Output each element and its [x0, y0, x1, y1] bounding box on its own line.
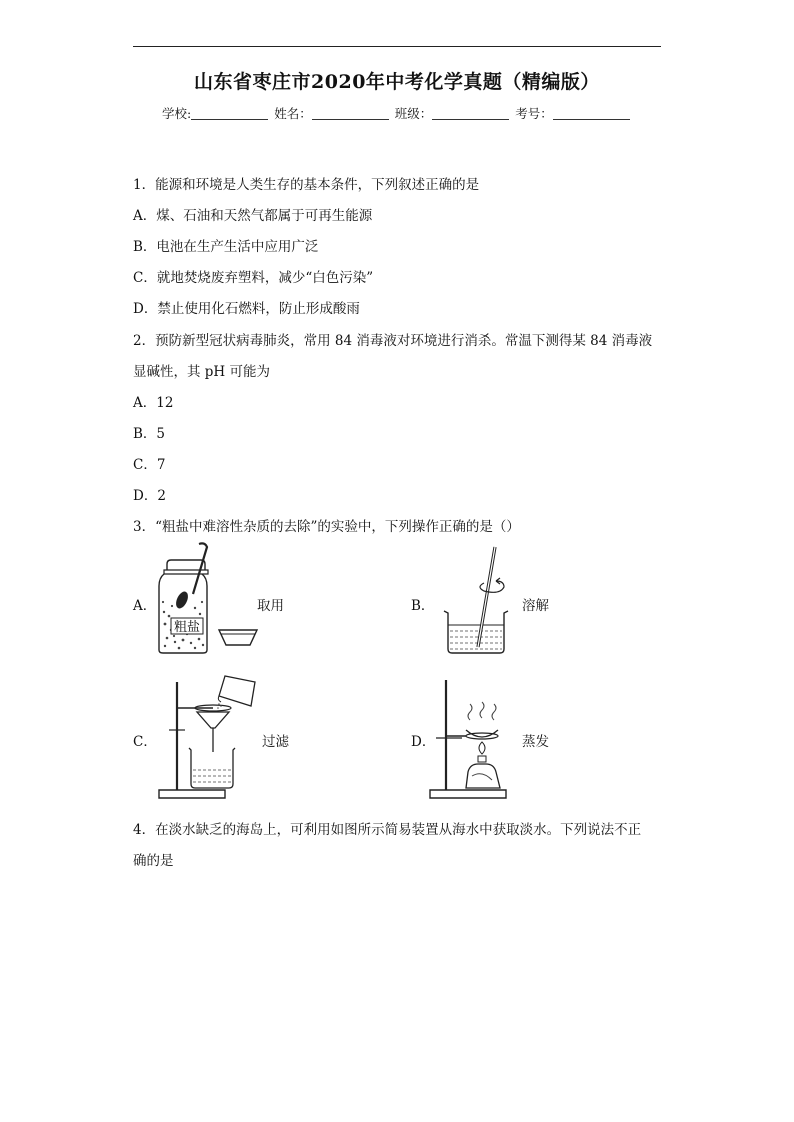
name-field — [274, 104, 391, 122]
question-3-stem: 3．“粗盐中难溶性杂质的去除”的实验中，下列操作正确的是（） — [133, 519, 520, 535]
header-rule — [133, 46, 661, 47]
q3-option-d-caption: 蒸发 — [522, 734, 549, 750]
q2-option-b: B．5 — [133, 426, 166, 442]
filtration-apparatus-figure — [155, 672, 265, 802]
school-label: 学校: — [162, 106, 192, 121]
name-label: 姓名： — [274, 106, 312, 121]
q3-option-b-letter: B． — [411, 598, 435, 614]
salt-jar-figure — [155, 542, 265, 657]
question-1-stem: 1．能源和环境是人类生存的基本条件，下列叙述正确的是 — [133, 177, 480, 193]
q2-option-d: D．2 — [133, 488, 166, 504]
q3-option-d-letter: D． — [411, 734, 436, 750]
class-label: 班级： — [394, 106, 433, 121]
name-blank[interactable] — [312, 107, 389, 120]
q3-option-a-letter: A． — [133, 598, 157, 614]
exam-number-field — [515, 104, 632, 122]
exam-number-label: 考号： — [515, 106, 553, 121]
evaporation-apparatus-figure — [426, 672, 526, 802]
student-info-line — [162, 104, 632, 122]
dissolving-beaker-figure — [440, 543, 520, 655]
q1-option-a: A．煤、石油和天然气都属于可再生能源 — [133, 208, 373, 224]
page-title: 山东省枣庄市2020年中考化学真题（精编版） — [194, 71, 600, 93]
question-2-stem-line-1: 2．预防新型冠状病毒肺炎，常用 84 消毒液对环境进行消杀。常温下测得某 84 消毒液 — [133, 333, 653, 349]
class-blank[interactable] — [432, 107, 509, 120]
question-2-stem-line-2: 显碱性，其 pH 可能为 — [133, 364, 270, 380]
question-4-stem-line-2: 确的是 — [133, 853, 174, 869]
q1-option-c: C．就地焚烧废弃塑料，减少“白色污染” — [133, 270, 374, 286]
q3-option-c-caption: 过滤 — [262, 734, 289, 750]
q1-option-d: D．禁止使用化石燃料，防止形成酸雨 — [133, 301, 360, 317]
class-field — [395, 104, 512, 122]
question-4-stem-line-1: 4．在淡水缺乏的海岛上，可利用如图所示简易装置从海水中获取淡水。下列说法不正 — [133, 822, 642, 838]
q2-option-a: A．12 — [133, 395, 174, 411]
q1-option-b: B．电池在生产生活中应用广泛 — [133, 239, 319, 255]
q3-option-b-caption: 溶解 — [522, 598, 549, 614]
school-blank[interactable] — [191, 107, 268, 120]
school-field — [162, 104, 270, 122]
q3-option-a-caption: 取用 — [257, 598, 284, 614]
exam-number-blank[interactable] — [553, 107, 630, 120]
q2-option-c: C．7 — [133, 457, 166, 473]
jar-label-text: 粗盐 — [173, 620, 201, 635]
q3-option-c-letter: C． — [133, 734, 157, 750]
